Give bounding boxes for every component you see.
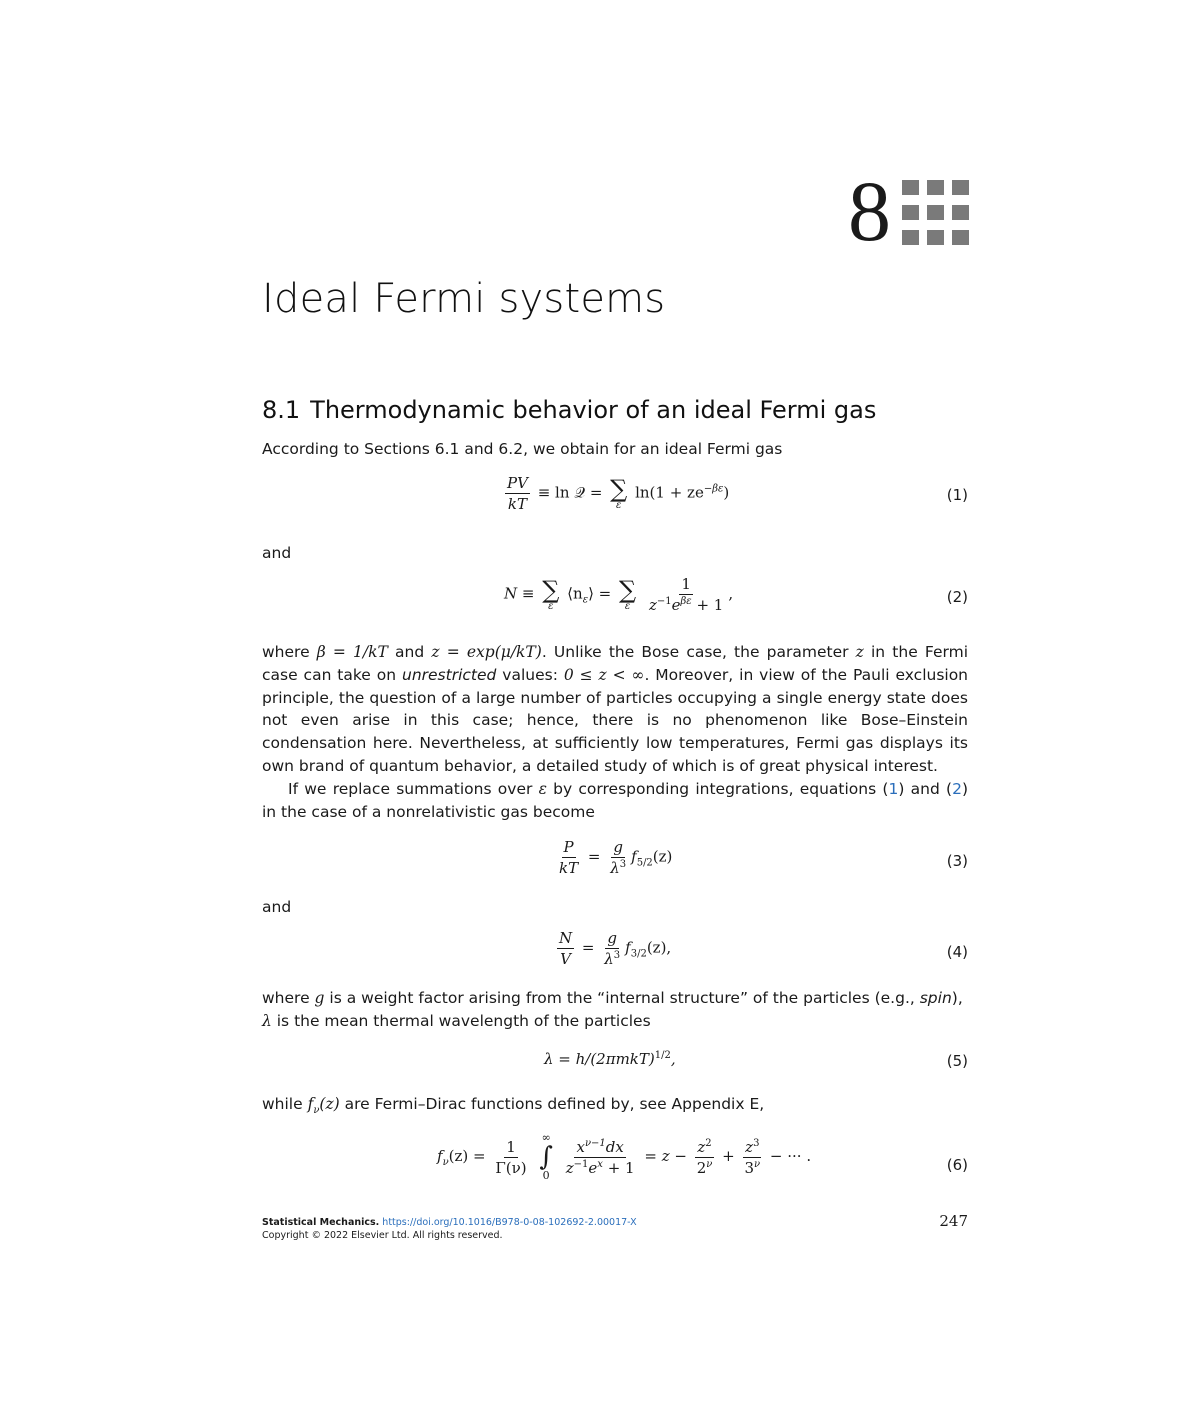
- section-number: 8.1: [262, 396, 301, 424]
- footer: [262, 1216, 637, 1242]
- section-heading: [262, 396, 876, 424]
- equation-number: (2): [946, 588, 968, 606]
- equation-number: (4): [946, 943, 968, 961]
- equation-number: (3): [946, 852, 968, 870]
- equation-number: (6): [946, 1156, 968, 1174]
- chapter-title: Ideal Fermi systems: [262, 276, 666, 322]
- equation-number: (5): [946, 1052, 968, 1070]
- equation-ref-2[interactable]: 2: [952, 780, 962, 798]
- doi-link[interactable]: https://doi.org/10.1016/B978-0-08-102692-2.00017-X: [382, 1217, 637, 1228]
- equation-4: $\frac{N}{V}$ = $\frac{g}{\lambda^3}$ $f_{3/2}(z)$, (4): [559, 929, 968, 968]
- paragraph-integration: If we replace summations over ε by corresponding integrations, equations (1) and (2) in the case of a nonrelativistic gas become: [262, 780, 968, 821]
- book-title: Statistical Mechanics.: [262, 1217, 380, 1228]
- paragraph-weight-factor: where g is a weight factor arising from the “internal structure” of the particles (e.g., spin), λ is the mean thermal wavelength of the particles: [262, 989, 963, 1030]
- equation-3: $\frac{P}{kT}$ = $\frac{g}{\lambda^3}$ $f_{5/2}(z)$ (3): [559, 838, 968, 877]
- connector-and-2: and: [262, 898, 292, 916]
- copyright: Copyright © 2022 Elsevier Ltd. All rights reserved.: [262, 1230, 503, 1241]
- chapter-number: 8: [848, 163, 891, 259]
- paragraph-fermi-dirac: while $f_\nu(z)$ are Fermi–Dirac functions defined by, see Appendix E,: [262, 1095, 765, 1117]
- section-title: Thermodynamic behavior of an ideal Fermi gas: [310, 396, 877, 424]
- equation-2: N ≡ ∑ ε $⟨n_\varepsilon⟩$ = ∑ ε $\frac{1}{z^{-1}e^{\beta\varepsilon} + 1}$ , (2): [504, 575, 968, 614]
- equation-1: $\frac{PV}{kT}$ ≡ ln 𝒬 = ∑ ε $\ln(1 + ze^{-\beta\varepsilon})$ (1): [507, 474, 968, 513]
- equation-5: $\lambda = h/(2\pi mkT)^{1/2}$, (5): [544, 1050, 968, 1070]
- page-number: 247: [939, 1212, 968, 1230]
- equation-6: $f_\nu(z)$ = $\frac{1}{\Gamma(\nu)}$ ∞ ∫ 0 $\frac{x^{\nu-1}dx}{z^{-1}e^x + 1}$ = z − $\frac{z^2}{2^\nu}$ + $\frac{z^3}{3^\nu}$ − ··· . (6): [437, 1131, 968, 1182]
- intro-paragraph: According to Sections 6.1 and 6.2, we obtain for an ideal Fermi gas: [262, 440, 783, 458]
- paragraph-fermi-behavior: where β = 1/kT and z = exp(μ/kT). Unlike the Bose case, the parameter z in the Fermi case can take on unrestricted values: 0 ≤ z < ∞. Moreover, in view of the Pauli exclusion principle, the question of a large number of particles occupying a single energy state does not even arise in this case; hence, there is no phenomenon like Bose–Einstein condensation here. Nevertheless, at sufficiently low temperatures, Fermi gas displays its own brand of quantum behavior, a detailed study of which is of great physical interest.: [262, 643, 969, 775]
- connector-and-1: and: [262, 544, 292, 562]
- equation-ref-1[interactable]: 1: [888, 780, 899, 798]
- chapter-grid-icon: [902, 180, 970, 246]
- equation-number: (1): [946, 486, 968, 504]
